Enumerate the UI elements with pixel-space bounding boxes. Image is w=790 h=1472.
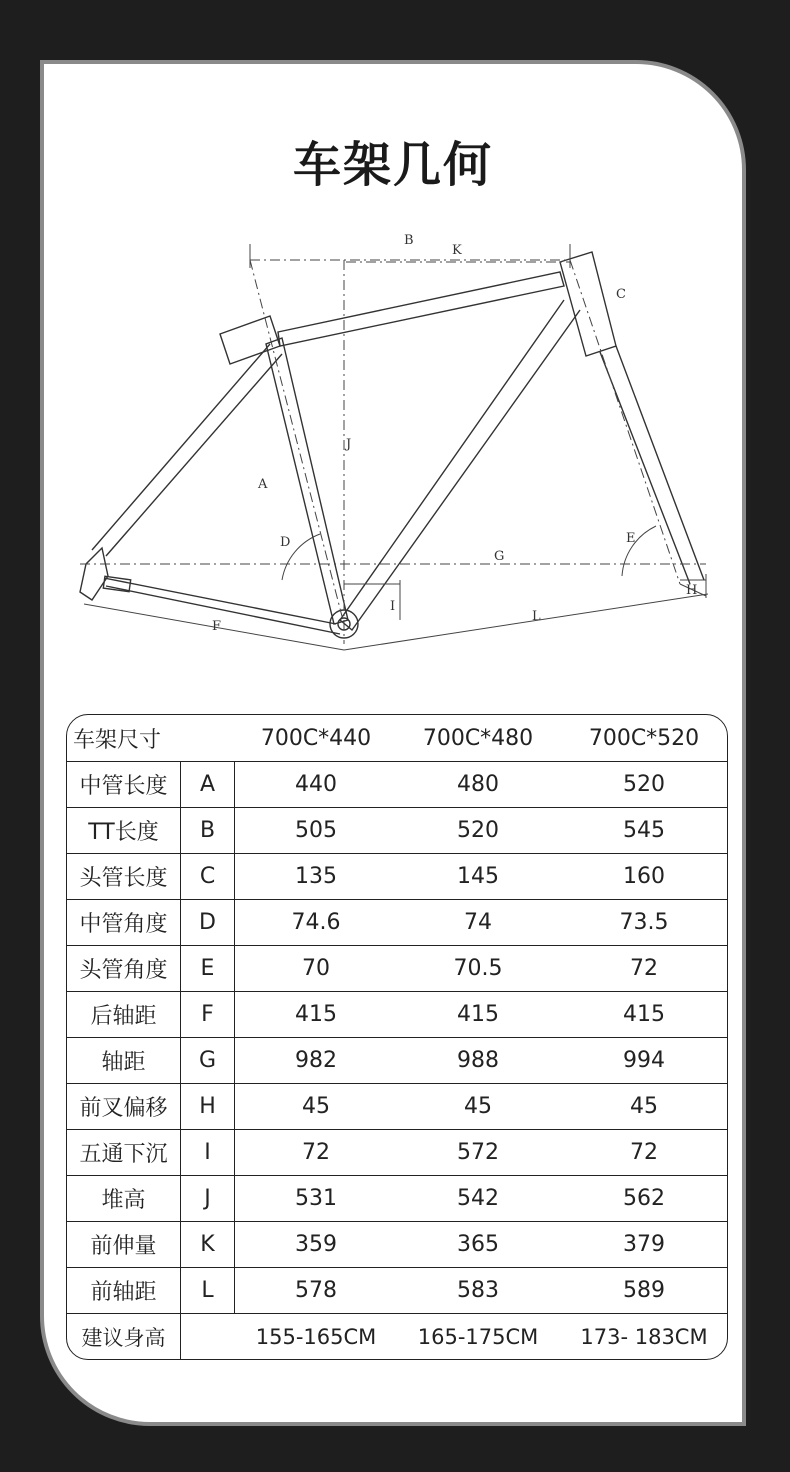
row-value: 45 [464, 1094, 492, 1119]
page-title: 车架几何 [292, 137, 493, 193]
row-code: K [181, 1222, 235, 1267]
row-value: 74.6 [291, 910, 341, 935]
chain-stay [104, 578, 340, 634]
row-value: 415 [623, 1002, 665, 1027]
seat-stay [92, 344, 282, 556]
row-value: 160 [623, 864, 665, 889]
header-size-3: 700C*520 [588, 725, 700, 751]
row-name: 中管长度 [67, 762, 181, 807]
footer-label: 建议身高 [67, 1314, 181, 1359]
row-name: TT长度 [67, 808, 181, 853]
row-value: 72 [302, 1140, 330, 1165]
table-row [67, 1221, 727, 1267]
dim-line-c-axis [570, 260, 680, 584]
row-value: 572 [457, 1140, 499, 1165]
row-value: 982 [295, 1048, 337, 1073]
table-row [67, 991, 727, 1037]
row-value: 72 [630, 956, 658, 981]
row-value: 531 [295, 1186, 337, 1211]
label-d: D [280, 535, 291, 550]
label-a: A [258, 477, 268, 492]
row-name: 前伸量 [67, 1222, 181, 1267]
frame-geometry-diagram [44, 64, 746, 684]
table-header-row [67, 715, 727, 761]
row-value: 545 [623, 818, 665, 843]
row-code: F [181, 992, 235, 1037]
height-range-3: 173- 183CM [580, 1324, 708, 1349]
table-row [67, 899, 727, 945]
table-row [67, 1129, 727, 1175]
fork [600, 346, 704, 584]
label-j: J [346, 437, 352, 452]
table-row [67, 853, 727, 899]
dim-line-a [250, 260, 344, 624]
row-value: 135 [295, 864, 337, 889]
label-h: H [686, 583, 698, 598]
row-code: J [181, 1176, 235, 1221]
row-value: 73.5 [619, 910, 669, 935]
row-value: 359 [295, 1232, 337, 1257]
row-code: H [181, 1084, 235, 1129]
row-code: L [181, 1268, 235, 1313]
row-code: B [181, 808, 235, 853]
row-value: 415 [457, 1002, 499, 1027]
row-value: 145 [457, 864, 499, 889]
row-value: 520 [457, 818, 499, 843]
row-name: 堆高 [67, 1176, 181, 1221]
label-k: K [452, 243, 462, 258]
row-value: 72 [630, 1140, 658, 1165]
row-value: 583 [457, 1278, 499, 1303]
footer-code-empty [181, 1314, 235, 1359]
row-value: 578 [295, 1278, 337, 1303]
row-code: A [181, 762, 235, 807]
label-f: F [212, 619, 222, 634]
row-code: D [181, 900, 235, 945]
row-value: 440 [295, 772, 337, 797]
row-value: 74 [464, 910, 492, 935]
row-name: 五通下沉 [67, 1130, 181, 1175]
row-value: 45 [630, 1094, 658, 1119]
dim-line-l [344, 594, 708, 650]
row-name: 前轴距 [67, 1268, 181, 1313]
height-range-2: 165-175CM [417, 1324, 539, 1349]
row-name: 前叉偏移 [67, 1084, 181, 1129]
down-tube [340, 300, 580, 630]
row-name: 头管角度 [67, 946, 181, 991]
table-row [67, 1267, 727, 1313]
header-label: 车架尺寸 [73, 727, 162, 753]
row-value: 505 [295, 818, 337, 843]
row-value: 562 [623, 1186, 665, 1211]
label-i: I [390, 599, 396, 614]
header-size-1: 700C*440 [260, 725, 372, 751]
row-value: 415 [295, 1002, 337, 1027]
table-row [67, 1037, 727, 1083]
table-row [67, 1175, 727, 1221]
row-value: 480 [457, 772, 499, 797]
row-value: 520 [623, 772, 665, 797]
row-value: 70 [302, 956, 330, 981]
label-c: C [616, 287, 626, 302]
label-g: G [494, 549, 505, 564]
table-row [67, 945, 727, 991]
row-code: I [181, 1130, 235, 1175]
row-value: 994 [623, 1048, 665, 1073]
row-code: C [181, 854, 235, 899]
row-code: G [181, 1038, 235, 1083]
row-code: E [181, 946, 235, 991]
head-tube [560, 252, 616, 356]
row-value: 589 [623, 1278, 665, 1303]
row-value: 988 [457, 1048, 499, 1073]
height-range-1: 155-165CM [255, 1324, 377, 1349]
row-name: 后轴距 [67, 992, 181, 1037]
label-b: B [404, 233, 414, 248]
row-name: 头管长度 [67, 854, 181, 899]
label-e: E [626, 531, 636, 546]
rear-dropout [80, 548, 108, 600]
table-footer-row [67, 1313, 727, 1359]
table-row [67, 807, 727, 853]
top-tube [278, 272, 564, 346]
row-value: 45 [302, 1094, 330, 1119]
geometry-table [66, 714, 728, 1360]
table-row [67, 1083, 727, 1129]
row-name: 轴距 [67, 1038, 181, 1083]
label-l: L [532, 609, 541, 624]
row-value: 365 [457, 1232, 499, 1257]
row-value: 70.5 [453, 956, 503, 981]
header-size-2: 700C*480 [422, 725, 534, 751]
spec-card [40, 60, 746, 1426]
row-value: 542 [457, 1186, 499, 1211]
row-value: 379 [623, 1232, 665, 1257]
row-name: 中管角度 [67, 900, 181, 945]
table-row [67, 761, 727, 807]
